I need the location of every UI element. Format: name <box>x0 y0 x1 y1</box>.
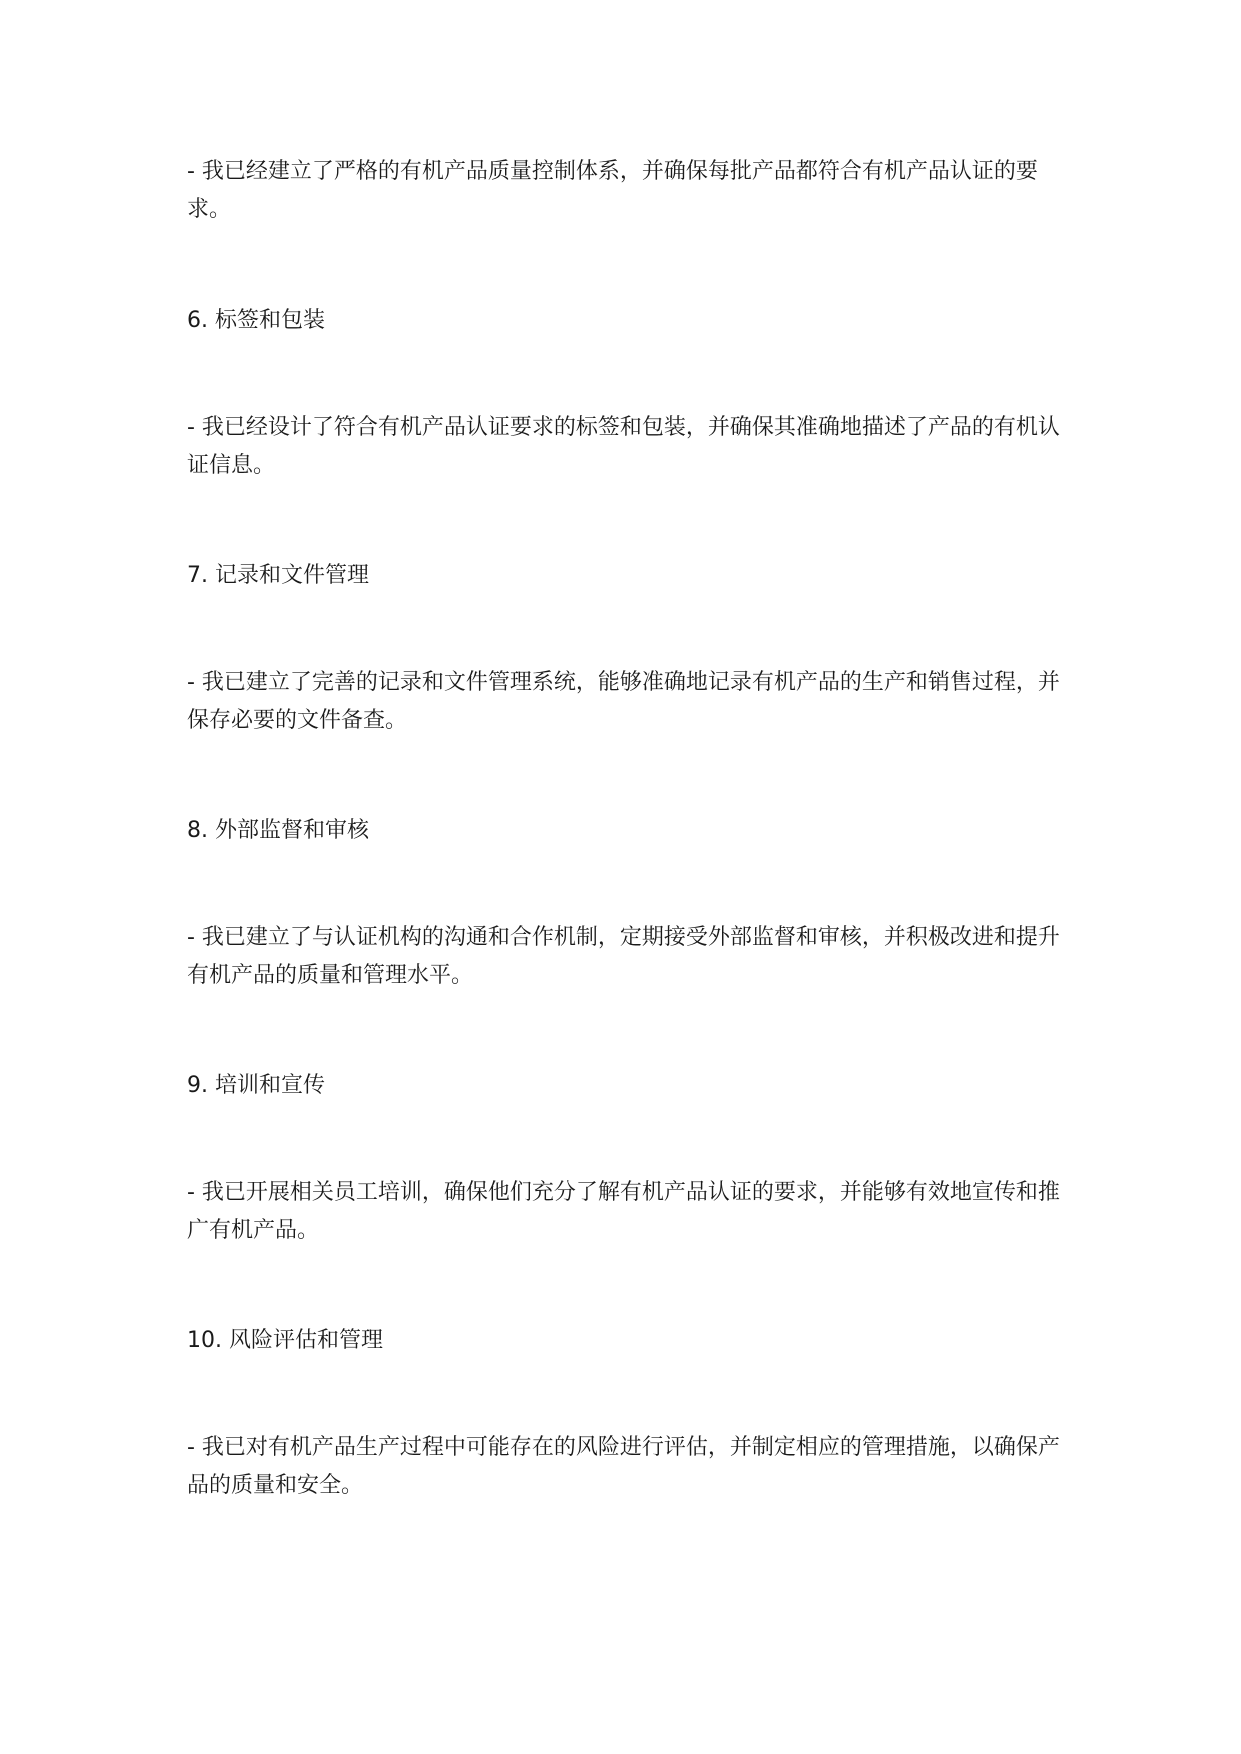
paragraph-training-promotion: - 我已开展相关员工培训，确保他们充分了解有机产品认证的要求，并能够有效地宣传和推广有机产品。 <box>187 1180 1060 1243</box>
heading-external-audit: 8. 外部监督和审核 <box>187 818 369 843</box>
heading-records-documents: 7. 记录和文件管理 <box>187 563 369 588</box>
heading-labeling-packaging: 6. 标签和包装 <box>187 308 325 333</box>
heading-training-promotion: 9. 培训和宣传 <box>187 1073 325 1098</box>
paragraph-labeling-packaging: - 我已经设计了符合有机产品认证要求的标签和包装，并确保其准确地描述了产品的有机认证信息。 <box>187 415 1060 478</box>
paragraph-external-audit: - 我已建立了与认证机构的沟通和合作机制，定期接受外部监督和审核，并积极改进和提升有机产品的质量和管理水平。 <box>187 925 1060 988</box>
heading-risk-management: 10. 风险评估和管理 <box>187 1328 383 1353</box>
paragraph-quality-control: - 我已经建立了严格的有机产品质量控制体系，并确保每批产品都符合有机产品认证的要求。 <box>187 159 1038 222</box>
paragraph-risk-management: - 我已对有机产品生产过程中可能存在的风险进行评估，并制定相应的管理措施，以确保产品的质量和安全。 <box>187 1435 1060 1498</box>
paragraph-records-documents: - 我已建立了完善的记录和文件管理系统，能够准确地记录有机产品的生产和销售过程，并保存必要的文件备查。 <box>187 670 1060 733</box>
